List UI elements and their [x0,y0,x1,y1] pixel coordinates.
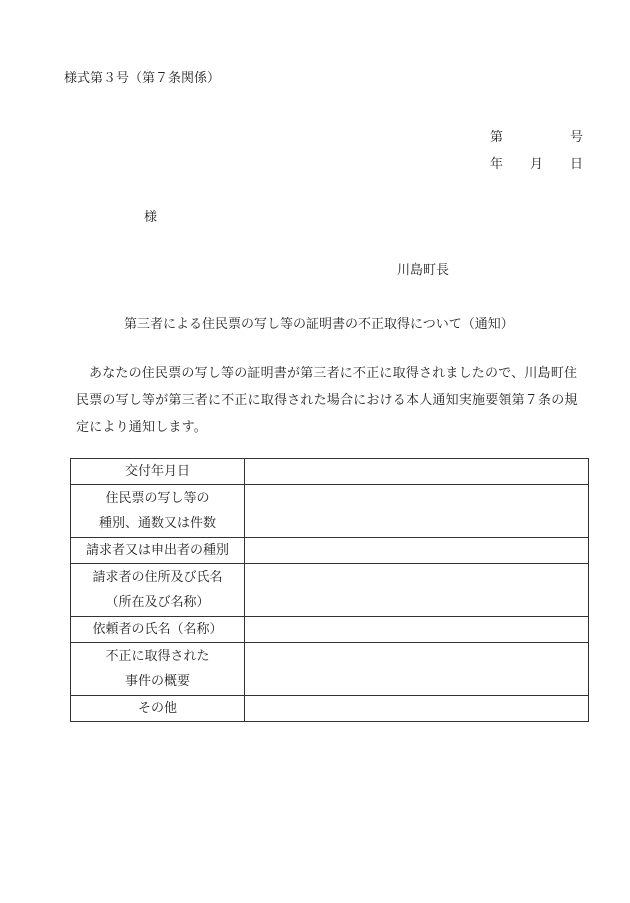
row-label [71,485,245,538]
row-value [245,564,589,617]
table-row [71,459,589,485]
row-value [245,617,589,643]
row-label [71,564,245,617]
row-label-line: 住民票の写し等の [105,491,210,506]
table-row [71,538,589,564]
document-title: 第三者による住民票の写し等の証明書の不正取得について（通知） [124,317,514,332]
row-label [71,617,245,643]
body-paragraph: あなたの住民票の写し等の証明書が第三者に不正に取得されましたので、川島町住民票の写し等が第三者に不正に取得された場合における本人通知実施要領第７条の規定により通知します。 [76,366,578,435]
table-row [71,696,589,722]
row-label-line: その他 [137,701,177,716]
table-row [71,485,589,538]
row-value [245,485,589,538]
document-number-suffix: 号 [570,130,584,145]
info-table [70,458,589,722]
row-label-line: 依頼者の氏名（名称） [92,622,223,637]
form-number: 様式第３号（第７条関係） [64,71,221,86]
row-label [71,696,245,722]
row-value [245,643,589,696]
row-label [71,643,245,696]
date-year-label: 年 [490,157,504,172]
table-row [71,617,589,643]
row-label-line: 請求者又は申出者の種別 [85,543,229,558]
row-label-line: 不正に取得された [105,649,210,664]
document-number-prefix: 第 [490,130,504,145]
addressee-honorific: 様 [144,210,158,225]
date-day-label: 日 [570,157,584,172]
table-row [71,564,589,617]
row-label-line: （所在及び名称） [105,595,210,610]
row-value [245,696,589,722]
row-label-line: 請求者の住所及び氏名 [92,570,223,585]
row-label-line: 事件の概要 [124,674,190,689]
row-label [71,538,245,564]
table-row [71,643,589,696]
date-month-label: 月 [530,157,544,172]
row-label-line: 種別、通数又は件数 [98,516,216,531]
sender-name: 川島町長 [397,263,450,278]
row-label-line: 交付年月日 [124,464,190,479]
row-value [245,459,589,485]
row-label [71,459,245,485]
row-value [245,538,589,564]
